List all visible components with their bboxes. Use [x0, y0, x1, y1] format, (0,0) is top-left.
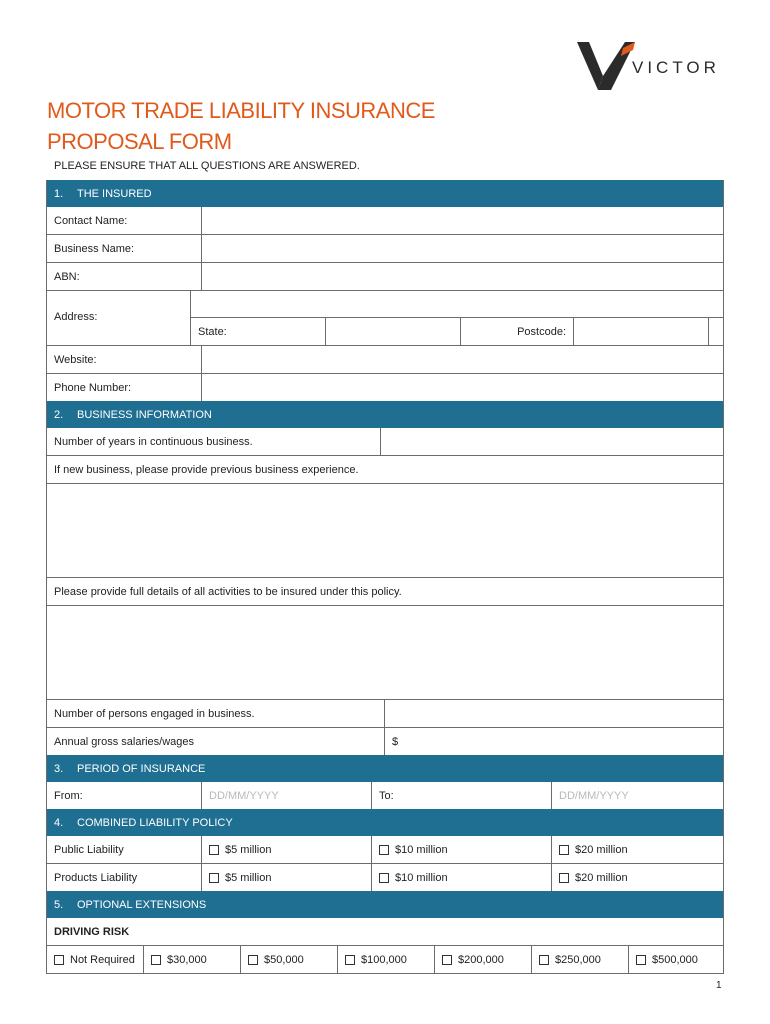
- option-label: $500,000: [652, 953, 698, 966]
- option-label: $30,000: [167, 953, 207, 966]
- salaries-field[interactable]: [385, 728, 723, 755]
- checkbox-icon: [636, 955, 646, 965]
- section-title: PERIOD OF INSURANCE: [77, 762, 206, 775]
- postcode-field[interactable]: [574, 318, 709, 345]
- to-label: To:: [372, 782, 552, 809]
- state-label: State:: [191, 318, 326, 345]
- salaries-label: Annual gross salaries/wages: [47, 728, 385, 755]
- section-number: 2.: [54, 408, 64, 421]
- section-3-header: [47, 755, 723, 782]
- checkbox-icon: [151, 955, 161, 965]
- state-field[interactable]: [326, 318, 461, 345]
- checkbox-icon: [209, 873, 219, 883]
- option-label: $100,000: [361, 953, 407, 966]
- from-date-field[interactable]: DD/MM/YYYY: [202, 782, 372, 809]
- activities-label: Please provide full details of all activities to be insured under this policy.: [54, 585, 402, 598]
- new-business-field[interactable]: [47, 484, 723, 578]
- currency-symbol: $: [392, 735, 399, 748]
- section-title: THE INSURED: [77, 187, 152, 200]
- address-fields: [191, 291, 723, 345]
- page-number: 1: [716, 980, 722, 991]
- activities-field[interactable]: [47, 606, 723, 700]
- years-label: Number of years in continuous business.: [47, 428, 381, 455]
- public-liability-row: [47, 836, 723, 864]
- public-20m-checkbox[interactable]: [552, 836, 723, 863]
- option-label: $50,000: [264, 953, 304, 966]
- years-row: [47, 428, 723, 456]
- option-label: Not Required: [70, 953, 135, 966]
- checkbox-icon: [209, 845, 219, 855]
- state-postcode-row: [191, 318, 723, 345]
- persons-row: [47, 700, 723, 728]
- proposal-form: [46, 180, 724, 974]
- public-5m-checkbox[interactable]: [202, 836, 372, 863]
- section-title: OPTIONAL EXTENSIONS: [77, 898, 207, 911]
- to-date-field[interactable]: DD/MM/YYYY: [559, 789, 629, 802]
- section-1-header: [47, 180, 723, 207]
- from-label: From:: [47, 782, 202, 809]
- section-title: BUSINESS INFORMATION: [77, 408, 212, 421]
- products-liability-row: [47, 864, 723, 891]
- checkbox-icon: [345, 955, 355, 965]
- products-5m-checkbox[interactable]: [202, 864, 372, 891]
- option-label: $5 million: [225, 871, 272, 884]
- address-field[interactable]: [191, 291, 723, 318]
- business-name-field[interactable]: [202, 235, 723, 262]
- activities-row: [47, 578, 723, 606]
- business-name-label: Business Name:: [47, 235, 202, 262]
- option-label: $20 million: [575, 843, 628, 856]
- abn-label: ABN:: [47, 263, 202, 290]
- contact-name-row: [47, 207, 723, 235]
- option-label: $200,000: [458, 953, 504, 966]
- checkbox-icon: [248, 955, 258, 965]
- contact-name-label: Contact Name:: [47, 207, 202, 234]
- driving-risk-label: DRIVING RISK: [54, 925, 130, 938]
- persons-label: Number of persons engaged in business.: [47, 700, 385, 727]
- postcode-label: Postcode:: [461, 318, 574, 345]
- website-field[interactable]: [202, 346, 723, 373]
- 30k-checkbox[interactable]: [144, 946, 241, 973]
- section-5-header: [47, 891, 723, 918]
- checkbox-icon: [54, 955, 64, 965]
- website-label: Website:: [47, 346, 202, 373]
- address-spacer: [709, 318, 723, 345]
- products-20m-checkbox[interactable]: [552, 864, 723, 891]
- public-liability-label: Public Liability: [47, 836, 202, 863]
- checkbox-icon: [539, 955, 549, 965]
- period-row: [47, 782, 723, 809]
- section-2-header: [47, 401, 723, 428]
- not-required-checkbox[interactable]: [47, 946, 144, 973]
- abn-field[interactable]: [202, 263, 723, 290]
- checkbox-icon: [379, 845, 389, 855]
- phone-field[interactable]: [202, 374, 723, 401]
- form-title-line1: MOTOR TRADE LIABILITY INSURANCE: [47, 98, 435, 123]
- section-number: 1.: [54, 187, 64, 200]
- salaries-row: [47, 728, 723, 755]
- phone-row: [47, 374, 723, 401]
- instruction-text: PLEASE ENSURE THAT ALL QUESTIONS ARE ANSWERED.: [54, 160, 360, 172]
- address-row: [47, 291, 723, 346]
- 500k-checkbox[interactable]: [629, 946, 723, 973]
- checkbox-icon: [559, 873, 569, 883]
- business-name-row: [47, 235, 723, 263]
- section-4-header: [47, 809, 723, 836]
- checkbox-icon: [379, 873, 389, 883]
- public-10m-checkbox[interactable]: [372, 836, 552, 863]
- 100k-checkbox[interactable]: [338, 946, 435, 973]
- persons-field[interactable]: [385, 700, 723, 727]
- checkbox-icon: [442, 955, 452, 965]
- checkbox-icon: [559, 845, 569, 855]
- abn-row: [47, 263, 723, 291]
- option-label: $250,000: [555, 953, 601, 966]
- driving-risk-row: [47, 918, 723, 946]
- 50k-checkbox[interactable]: [241, 946, 338, 973]
- 250k-checkbox[interactable]: [532, 946, 629, 973]
- 200k-checkbox[interactable]: [435, 946, 532, 973]
- new-business-row: [47, 456, 723, 484]
- years-field[interactable]: [381, 428, 723, 455]
- products-10m-checkbox[interactable]: [372, 864, 552, 891]
- brand-name: VICTOR: [632, 58, 720, 77]
- option-label: $20 million: [575, 871, 628, 884]
- form-title-line2: PROPOSAL FORM: [47, 129, 232, 154]
- new-business-label: If new business, please provide previous business experience.: [54, 463, 359, 476]
- products-liability-label: Products Liability: [47, 864, 202, 891]
- option-label: $10 million: [395, 871, 448, 884]
- address-label: Address:: [47, 291, 191, 345]
- option-label: $10 million: [395, 843, 448, 856]
- section-number: 5.: [54, 898, 64, 911]
- option-label: $5 million: [225, 843, 272, 856]
- section-number: 4.: [54, 816, 64, 829]
- section-number: 3.: [54, 762, 64, 775]
- contact-name-field[interactable]: [202, 207, 723, 234]
- driving-risk-options: [47, 946, 723, 974]
- section-title: COMBINED LIABILITY POLICY: [77, 816, 233, 829]
- website-row: [47, 346, 723, 374]
- phone-label: Phone Number:: [47, 374, 202, 401]
